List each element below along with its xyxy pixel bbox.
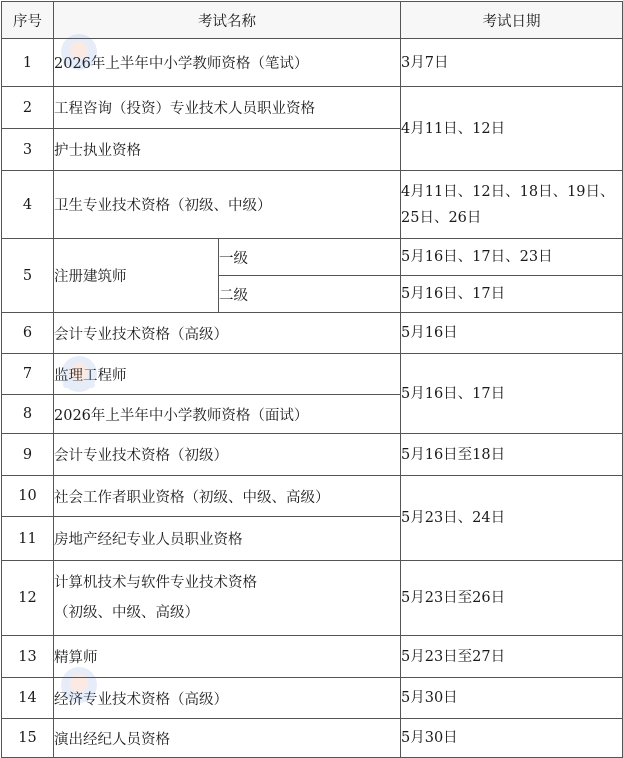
row-index: 10 bbox=[2, 476, 54, 517]
header-name: 考试名称 bbox=[54, 2, 401, 39]
table-row bbox=[2, 434, 623, 476]
row-index: 6 bbox=[2, 313, 54, 354]
row-index: 4 bbox=[2, 171, 54, 239]
table-row bbox=[2, 239, 623, 276]
row-index: 11 bbox=[2, 517, 54, 561]
exam-level: 二级 bbox=[219, 276, 401, 313]
table-row bbox=[2, 354, 623, 395]
exam-date bbox=[401, 171, 623, 239]
row-index: 7 bbox=[2, 354, 54, 395]
exam-date: 5月23日至27日 bbox=[401, 636, 623, 678]
row-index: 1 bbox=[2, 39, 54, 87]
table-row bbox=[2, 171, 623, 239]
exam-name: 护士执业资格 bbox=[54, 129, 401, 171]
header-index: 序号 bbox=[2, 2, 54, 39]
exam-date: 5月16日 bbox=[401, 313, 623, 354]
exam-name: 社会工作者职业资格（初级、中级、高级） bbox=[54, 476, 401, 517]
exam-schedule-table bbox=[1, 1, 623, 758]
table-row bbox=[2, 719, 623, 758]
exam-level: 一级 bbox=[219, 239, 401, 276]
exam-name: 房地产经纪专业人员职业资格 bbox=[54, 517, 401, 561]
table-row bbox=[2, 476, 623, 517]
exam-date-line: 25日、26日 bbox=[401, 209, 482, 226]
exam-name: 注册建筑师 bbox=[54, 239, 219, 313]
exam-date: 5月23日、24日 bbox=[401, 476, 623, 561]
exam-name-line: 计算机技术与软件专业技术资格 bbox=[54, 575, 257, 591]
exam-date: 5月30日 bbox=[401, 678, 623, 719]
row-index: 15 bbox=[2, 719, 54, 758]
exam-date: 3月7日 bbox=[401, 39, 623, 87]
exam-name: 2026年上半年中小学教师资格（面试） bbox=[54, 395, 401, 434]
exam-name: 监理工程师 bbox=[54, 354, 401, 395]
exam-date: 5月16日、17日 bbox=[401, 276, 623, 313]
exam-name-line: （初级、中级、高级） bbox=[54, 605, 199, 621]
table-row bbox=[2, 87, 623, 129]
table-row bbox=[2, 39, 623, 87]
table-header-row bbox=[2, 2, 623, 39]
header-date: 考试日期 bbox=[401, 2, 623, 39]
exam-name: 精算师 bbox=[54, 636, 401, 678]
row-index: 3 bbox=[2, 129, 54, 171]
row-index: 8 bbox=[2, 395, 54, 434]
exam-name: 工程咨询（投资）专业技术人员职业资格 bbox=[54, 87, 401, 129]
table-row bbox=[2, 561, 623, 636]
row-index: 5 bbox=[2, 239, 54, 313]
exam-date: 5月23日至26日 bbox=[401, 561, 623, 636]
row-index: 12 bbox=[2, 561, 54, 636]
exam-date-line: 4月11日、12日、18日、19日、 bbox=[401, 183, 615, 200]
exam-date: 5月16日、17日、23日 bbox=[401, 239, 623, 276]
table-row bbox=[2, 313, 623, 354]
exam-name: 演出经纪人员资格 bbox=[54, 719, 401, 758]
row-index: 9 bbox=[2, 434, 54, 476]
table-row bbox=[2, 678, 623, 719]
exam-date: 5月16日、17日 bbox=[401, 354, 623, 434]
row-index: 14 bbox=[2, 678, 54, 719]
exam-date: 4月11日、12日 bbox=[401, 87, 623, 171]
exam-name: 会计专业技术资格（高级） bbox=[54, 313, 401, 354]
exam-date: 5月16日至18日 bbox=[401, 434, 623, 476]
table-row bbox=[2, 636, 623, 678]
row-index: 13 bbox=[2, 636, 54, 678]
row-index: 2 bbox=[2, 87, 54, 129]
exam-name: 经济专业技术资格（高级） bbox=[54, 678, 401, 719]
exam-name: 卫生专业技术资格（初级、中级） bbox=[54, 171, 401, 239]
exam-name bbox=[54, 561, 401, 636]
exam-name: 会计专业技术资格（初级） bbox=[54, 434, 401, 476]
exam-name: 2026年上半年中小学教师资格（笔试） bbox=[54, 39, 401, 87]
exam-date: 5月30日 bbox=[401, 719, 623, 758]
